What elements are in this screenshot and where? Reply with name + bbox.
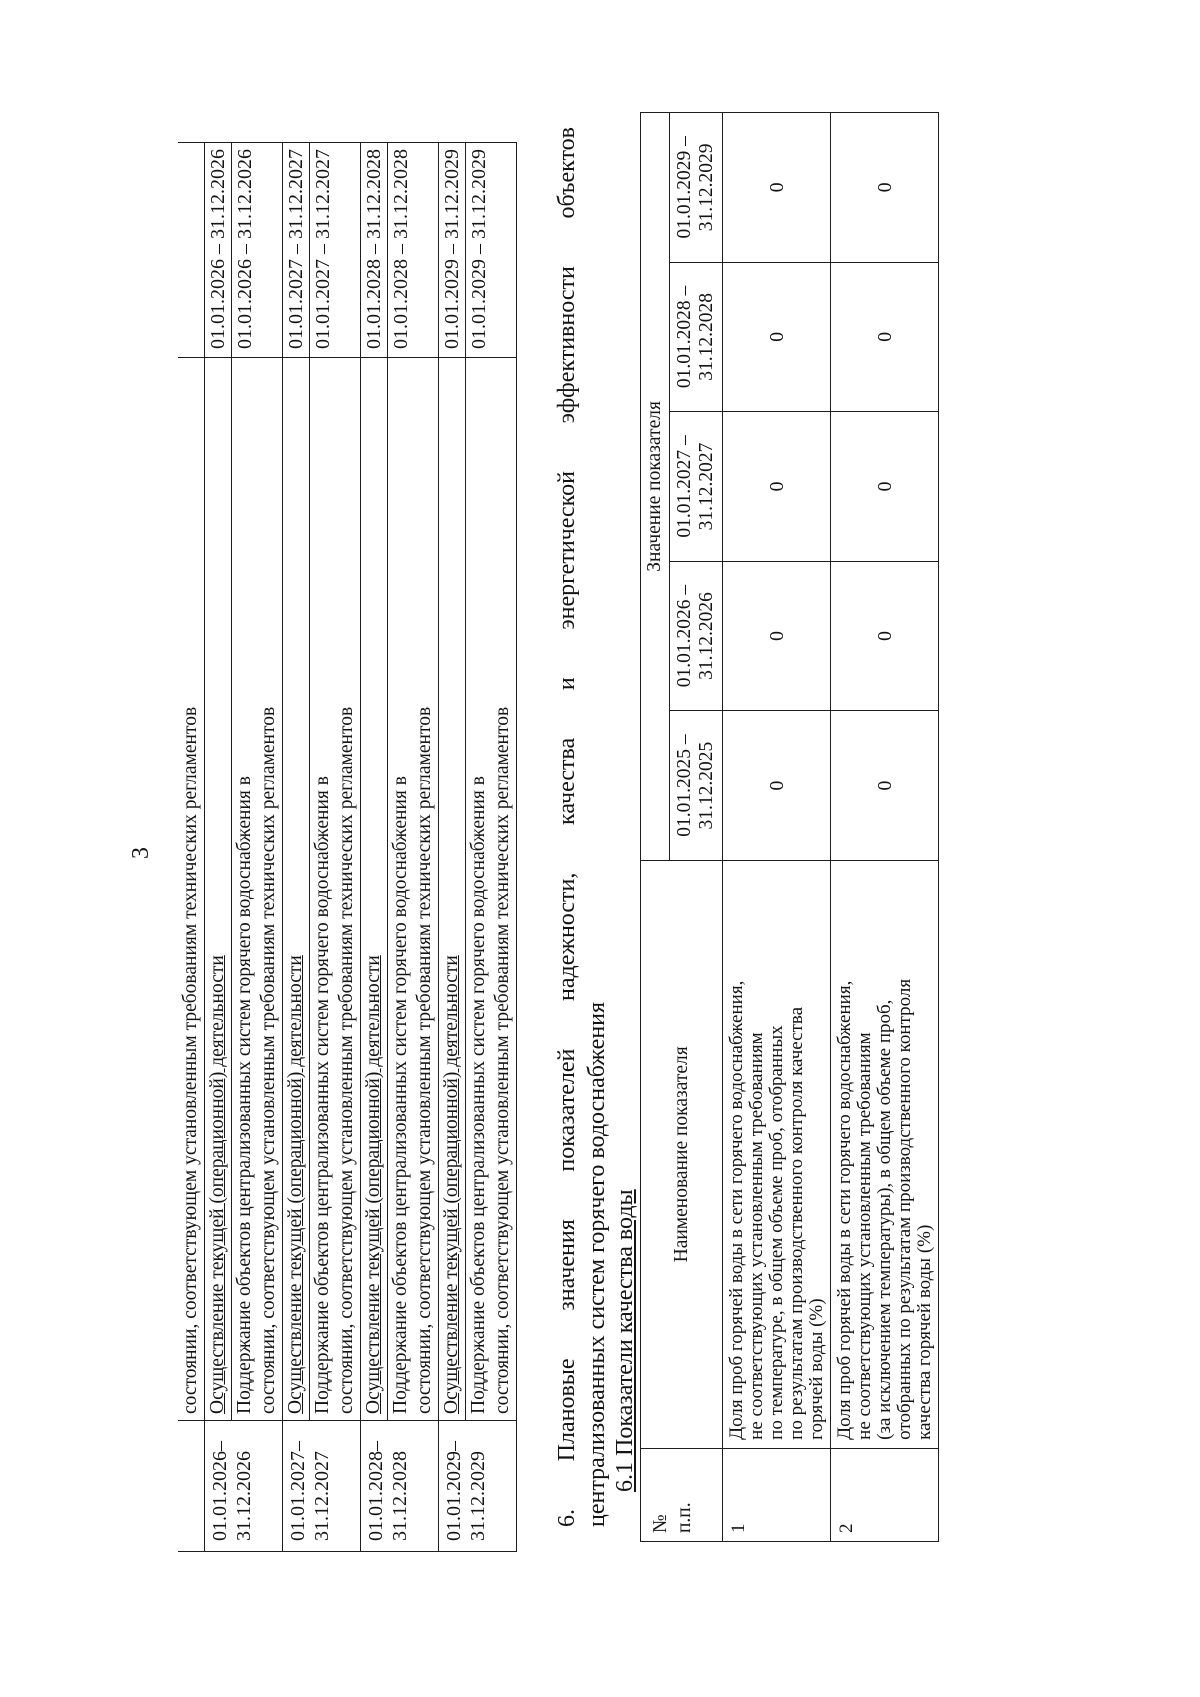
value-cell: 0 (831, 561, 939, 711)
value-cell: 0 (831, 262, 939, 412)
period-cell: 01.01.2027– 31.12.2027 (283, 1421, 361, 1552)
dates-cell: 01.01.2026 – 31.12.2026 (232, 143, 283, 358)
dates-cell: 01.01.2027 – 31.12.2027 (283, 143, 310, 358)
col-header-num: № п.п. (641, 1448, 723, 1541)
value-cell: 0 (723, 262, 831, 412)
header-row (641, 113, 670, 1542)
col-header-period: 01.01.2026 – 31.12.2026 (670, 561, 723, 711)
table-row (439, 143, 466, 1552)
dates-cell: 01.01.2029 – 31.12.2029 (466, 143, 517, 358)
col-header-group: Значение показателя (641, 113, 670, 861)
value-cell: 0 (831, 412, 939, 562)
indicator-name: Доля проб горячей воды в сети горячего водоснабжения, не соответствующих установленным требованиям (за исключением температуры), в общем объеме проб, отобранных по результатам производственного контроля качества горячей воды (%) (831, 860, 939, 1448)
period-cell: 01.01.2029– 31.12.2029 (439, 1421, 517, 1552)
table-row (388, 143, 439, 1552)
value-cell: 0 (831, 113, 939, 263)
table-row (466, 143, 517, 1552)
value-cell: 0 (723, 711, 831, 861)
activity-cell: Осуществление текущей (операционной) деятельности (439, 358, 466, 1421)
table-row (723, 113, 831, 1542)
activity-cell: Осуществление текущей (операционной) деятельности (283, 358, 310, 1421)
table-row (178, 143, 205, 1552)
section-heading-cont: централизованных систем горячего водоснабжения (584, 1001, 610, 1527)
value-cell: 0 (723, 412, 831, 562)
dates-cell: 01.01.2028 – 31.12.2028 (361, 143, 388, 358)
dates-cell: 01.01.2026 – 31.12.2026 (205, 143, 232, 358)
dates-cell: 01.01.2029 – 31.12.2029 (439, 143, 466, 358)
dates-cell: 01.01.2027 – 31.12.2027 (310, 143, 361, 358)
schedule-table (178, 142, 517, 1552)
value-cell: 0 (831, 711, 939, 861)
indicator-name: Доля проб горячей воды в сети горячего водоснабжения, не соответствующих установленным требованиям по температуре, в общем объеме проб, отобранных по результатам производственного контроля качества горячей воды (%) (723, 860, 831, 1448)
col-header-period: 01.01.2028 – 31.12.2028 (670, 262, 723, 412)
table-row (205, 143, 232, 1552)
water-quality-table (640, 112, 939, 1542)
continuation-cell: состоянии, соответствующем установленным требованиям технических регламентов (178, 358, 205, 1421)
value-cell: 0 (723, 561, 831, 711)
col-header-period: 01.01.2029 – 31.12.2029 (670, 113, 723, 263)
table-row (361, 143, 388, 1552)
dates-cell: 01.01.2028 – 31.12.2028 (388, 143, 439, 358)
col-header-name: Наименование показателя (641, 860, 723, 1448)
value-cell: 0 (723, 113, 831, 263)
table-row (232, 143, 283, 1552)
col-header-period: 01.01.2025 – 31.12.2025 (670, 711, 723, 861)
activity-cell: Осуществление текущей (операционной) деятельности (205, 358, 232, 1421)
activity-cell: Поддержание объектов централизованных систем горячего водоснабжения в состоянии, соответствующем установленным требованиям технических регламентов (310, 358, 361, 1421)
subsection-heading: 6.1 Показатели качества воды (612, 1189, 638, 1492)
page-number: 3 (128, 847, 154, 859)
period-cell: 01.01.2026– 31.12.2026 (205, 1421, 283, 1552)
table-row (831, 113, 939, 1542)
activity-cell: Поддержание объектов централизованных систем горячего водоснабжения в состоянии, соответствующем установленным требованиям технических регламентов (388, 358, 439, 1421)
activity-cell: Поддержание объектов централизованных систем горячего водоснабжения в состоянии, соответствующем установленным требованиям технических регламентов (232, 358, 283, 1421)
row-number: 1 (723, 1448, 831, 1541)
table-row (283, 143, 310, 1552)
row-number: 2 (831, 1448, 939, 1541)
section-heading: 6. Плановые значения показателей надежности, качества и энергетической эффективности объектов (554, 127, 580, 1527)
activity-cell: Осуществление текущей (операционной) деятельности (361, 358, 388, 1421)
table-row (310, 143, 361, 1552)
period-cell: 01.01.2028– 31.12.2028 (361, 1421, 439, 1552)
col-header-period: 01.01.2027 – 31.12.2027 (670, 412, 723, 562)
activity-cell: Поддержание объектов централизованных систем горячего водоснабжения в состоянии, соответствующем установленным требованиям технических регламентов (466, 358, 517, 1421)
